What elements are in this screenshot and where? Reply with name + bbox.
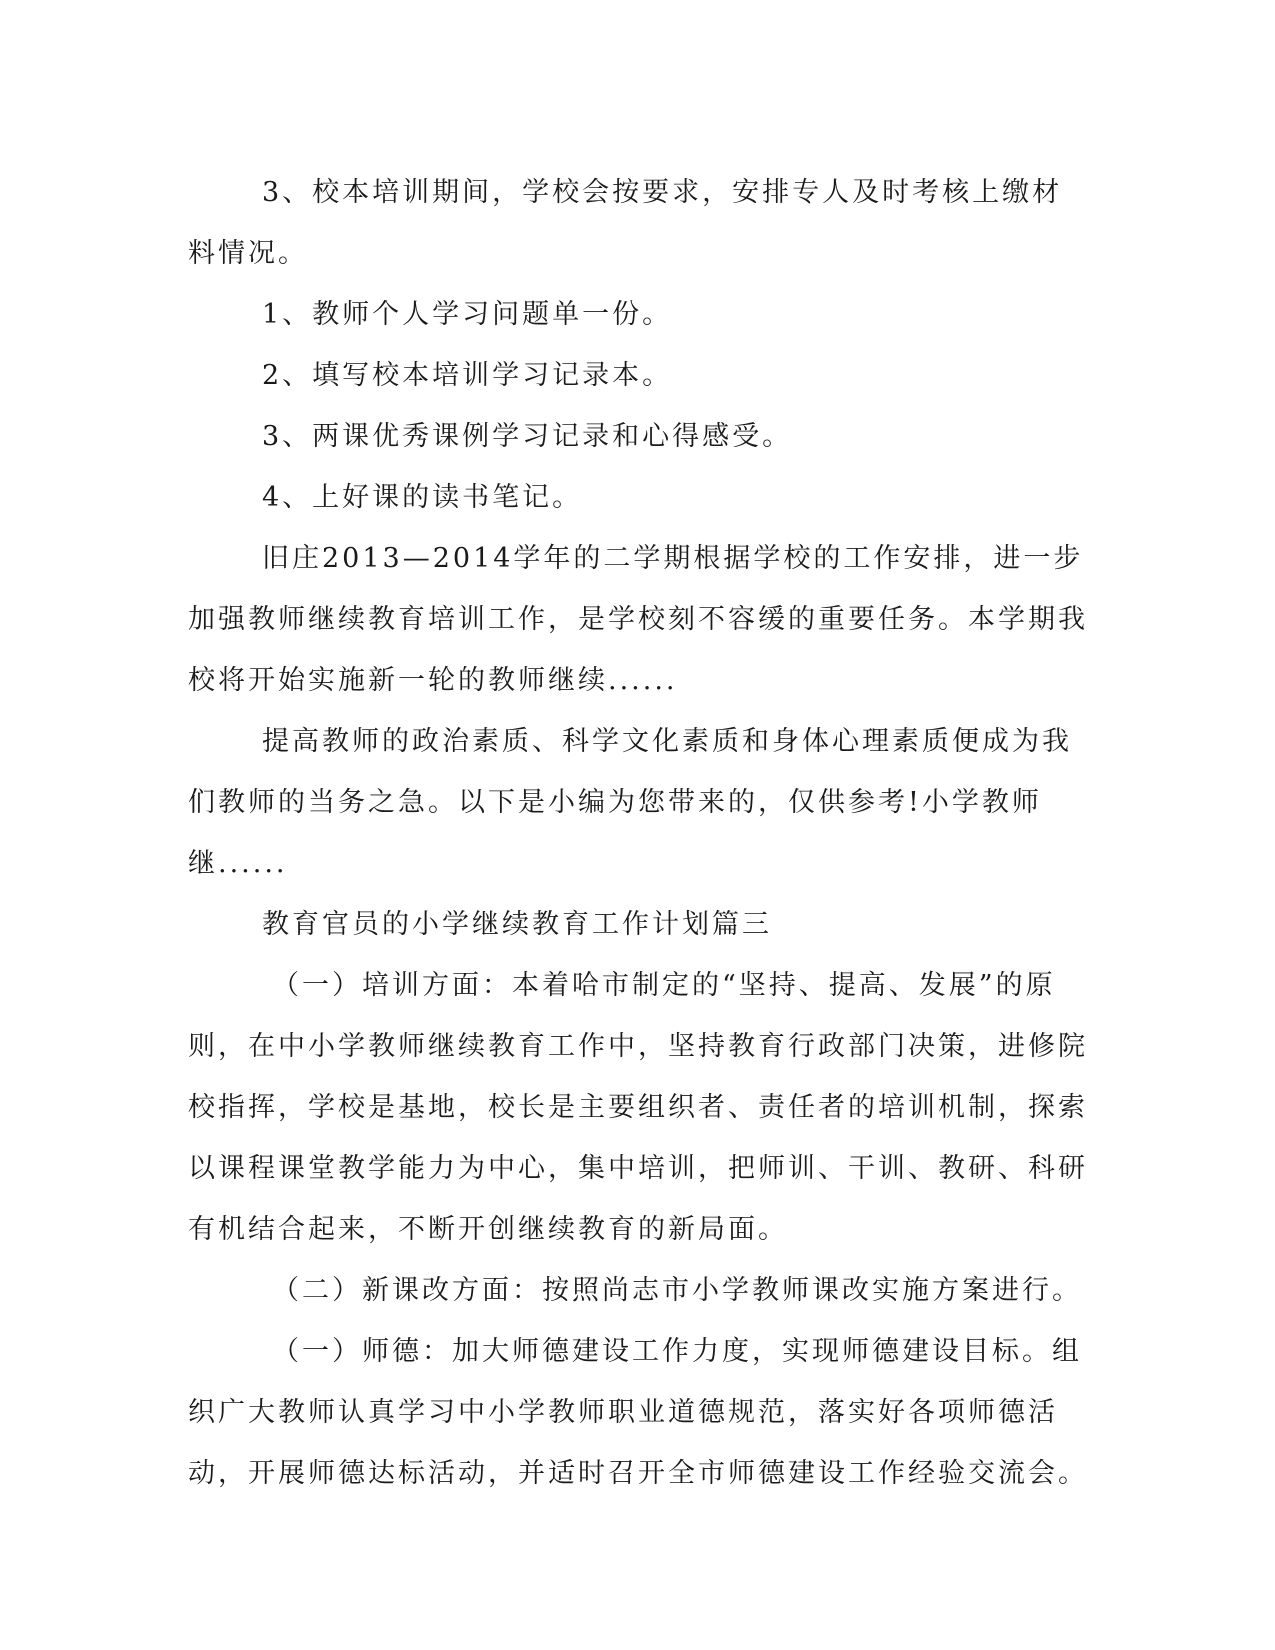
list-item-question-sheet: 1、教师个人学习问题单一份。 — [262, 299, 673, 330]
paragraph-teacher-quality: 提高教师的政治素质、科学文化素质和身体心理素质便成为我们教师的当务之急。以下是小编为您带来的，仅供参考!小学教师继...... — [188, 726, 1072, 879]
section-heading: 教育官员的小学继续教育工作计划篇三 — [262, 909, 772, 940]
list-item-training-notebook: 2、填写校本培训学习记录本。 — [262, 360, 673, 391]
paragraph-teacher-ethics: （一）师德：加大师德建设工作力度，实现师德建设目标。组织广大教师认真学习中小学教师职业道德规范，落实好各项师德活动，开展师德达标活动，并适时召开全市师德建设工作经验交流会。 — [188, 1336, 1088, 1489]
paragraph-training: （一）培训方面：本着哈市制定的“坚持、提高、发展”的原则，在中小学教师继续教育工作中，坚持教育行政部门决策，进修院校指挥，学校是基地，校长是主要组织者、责任者的培训机制，探索以课程课堂教学能力为中心，集中培训，把师训、干训、教研、科研有机结合起来，不断开创继续教育的新局面。 — [188, 970, 1088, 1245]
list-item-lesson-notes: 3、两课优秀课例学习记录和心得感受。 — [262, 421, 793, 452]
paragraph-materials-check: 3、校本培训期间，学校会按要求，安排专人及时考核上缴材料情况。 — [188, 177, 1063, 269]
paragraph-semester-plan: 旧庄2013—2014学年的二学期根据学校的工作安排，进一步加强教师继续教育培训工作，是学校刻不容缓的重要任务。本学期我校将开始实施新一轮的教师继续...... — [188, 543, 1088, 696]
document-body — [188, 162, 1088, 1504]
list-item-reading-notes: 4、上好课的读书笔记。 — [262, 482, 583, 513]
paragraph-curriculum-reform: （二）新课改方面：按照尚志市小学教师课改实施方案进行。 — [272, 1275, 1082, 1306]
